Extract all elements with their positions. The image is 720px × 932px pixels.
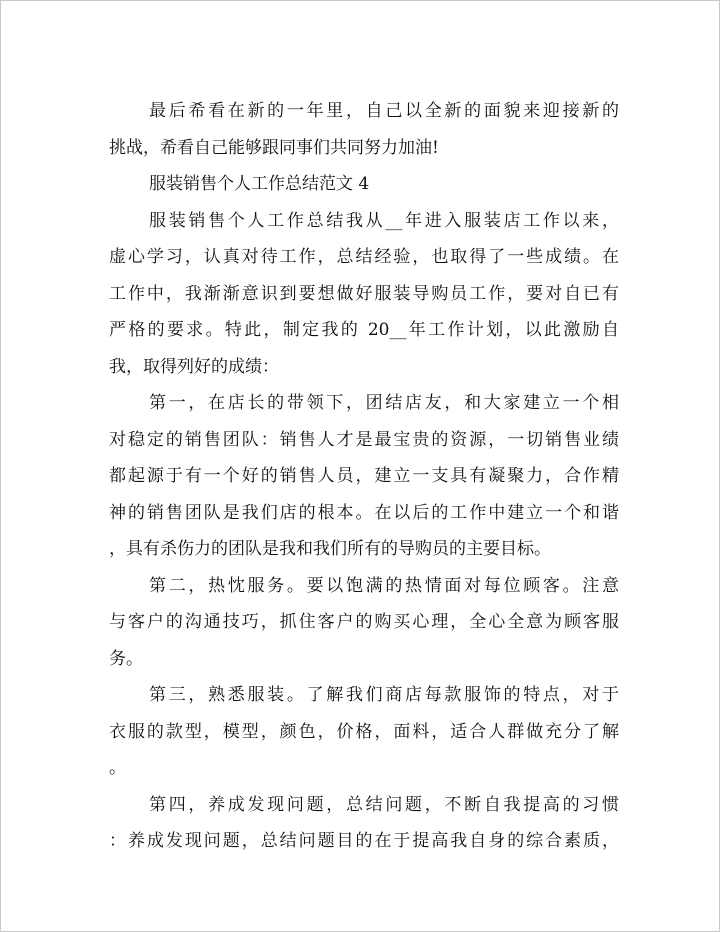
document-line: ，具有杀伤力的团队是我和我们所有的导购员的主要目标。 <box>109 539 551 559</box>
document-line: 对稳定的销售团队：销售人才是最宝贵的资源，一切销售业绩 <box>109 429 619 450</box>
document-line: 。 <box>109 758 126 778</box>
document-line: 务。 <box>109 648 143 669</box>
document-line: 都起源于有一个好的销售人员，建立一支具有凝聚力，合作精 <box>109 466 619 486</box>
document-line: 与客户的沟通技巧，抓住客户的购买心理，全心全意为顾客服 <box>109 612 619 632</box>
document-line: 虚心学习，认真对待工作，总结经验，也取得了一些成绩。在 <box>109 247 619 267</box>
document-line: 严格的要求。特此，制定我的 20__年工作计划，以此激励自 <box>109 320 619 340</box>
document-line: 第三，熟悉服装。了解我们商店每款服饰的特点，对于 <box>149 685 619 705</box>
document-line: 衣服的款型，模型，颜色，价格，面料，适合人群做充分了解 <box>109 721 619 742</box>
document-line: 工作中，我渐渐意识到要想做好服装导购员工作，要对自已有 <box>109 283 619 304</box>
document-line: 服装销售个人工作总结我从__年进入服装店工作以来， <box>149 210 619 231</box>
document-line: ：养成发现问题，总结问题目的在于提高我自身的综合素质， <box>109 831 619 851</box>
document-line: 第一，在店长的带领下，团结店友，和大家建立一个相 <box>149 393 619 413</box>
document-line: 第二，热忱服务。要以饱满的热情面对每位顾客。注意 <box>149 575 619 596</box>
document-line: 第四，养成发现问题，总结问题，不断自我提高的习惯 <box>149 794 619 815</box>
document-body <box>109 93 619 860</box>
document-line: 服装销售个人工作总结范文 4 <box>149 174 370 194</box>
document-line: 挑战，希看自己能够跟同事们共同努力加油! <box>109 137 439 158</box>
document-line: 最后希看在新的一年里，自己以全新的面貌来迎接新的 <box>149 101 619 121</box>
document-line: 神的销售团队是我们店的根本。在以后的工作中建立一个和谐 <box>109 502 619 523</box>
document-line: 我，取得列好的成绩： <box>109 356 279 377</box>
